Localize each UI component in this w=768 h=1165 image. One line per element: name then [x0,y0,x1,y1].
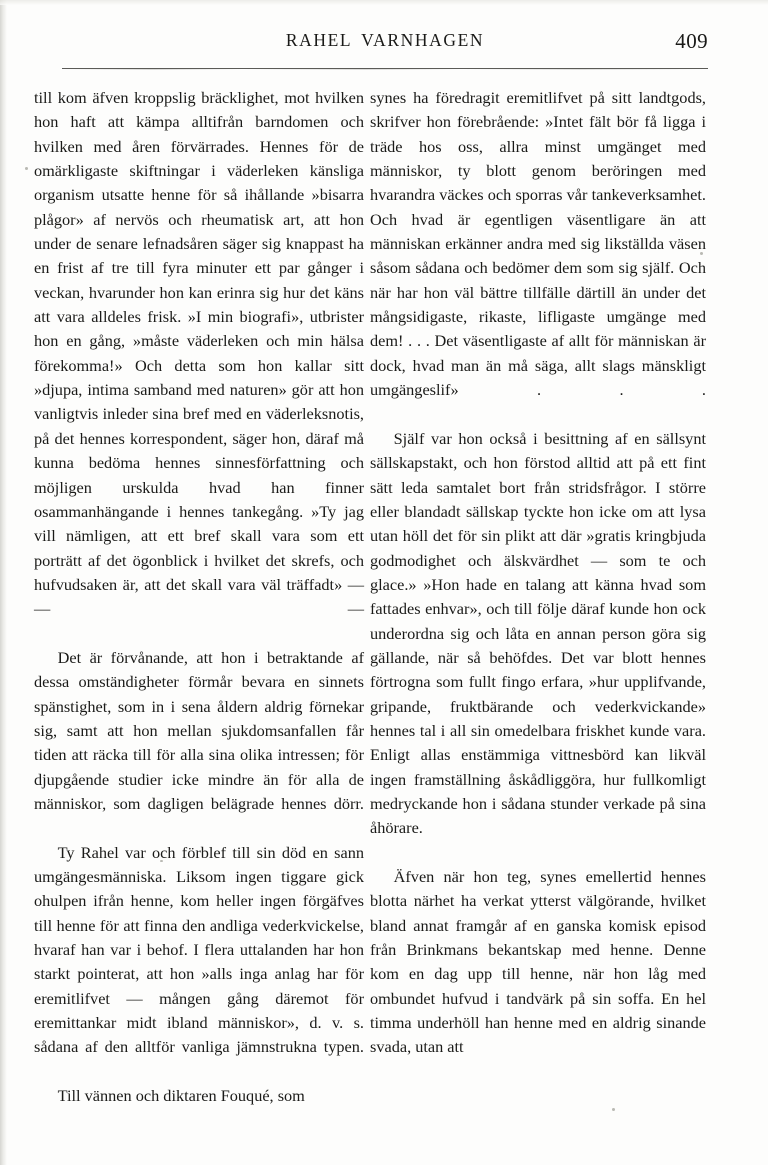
header-divider-rule [62,68,708,69]
paragraph: Det är förvånande, att hon i betraktande af dessa omständigheter förmår bevara en sinnets spänstighet, som in i sena åldern aldrig förnekar sig, samt att hon mellan sjukdomsanfallen får tiden att räcka till för alla sina olika intressen; för djupgående studier icke mindre än för alla de människor, som dagligen belägrade hennes dörr. [34,647,364,813]
paragraph: till kom äfven kroppslig bräcklighet, mot hvilken hon haft att kämpa alltifrån barndomen och hvilken med åren förvärrades. Hennes för de omärkligaste skiftningar i väderleken känsliga organism utsatte henne för så ihållande »bisarra plågor» af nervös och rheumatisk art, att hon under de senare lefnadsåren säger sig knappast ha en frist af tre till fyra minuter ett par gånger i veckan, hvarunder hon kan erinra sig hur det käns att vara alldeles frisk. »I min biografi», utbrister hon en gång, »måste väderleken och min hälsa förekomma!» Och detta som hon kallar sitt »djupa, intima samband med naturen» gör att hon vanligtvis inleder sina bref med en väderleksnotis, på det hennes korrespondent, säger hon, däraf må kunna bedöma hennes sinnesförfattning och möjligen urskulda hvad han finner osammanhängande i hennes tankegång. »Ty jag vill nämligen, att ett bref skall vara som ett porträtt af det ögonblick i hvilket det skrefs, och hufvudsaken är, att det skall vara väl träffadt» — — — [34,88,364,619]
running-head [62,30,708,64]
paragraph: Till vännen och diktaren Fouqué, som [57,1086,305,1106]
page-number: 409 [675,29,708,53]
page-title: RAHEL VARNHAGEN [285,30,485,50]
column-right [370,86,706,1060]
paragraph: Ty Rahel var och förblef till sin död en sann umgängesmänniska. Liksom ingen tiggare gick ohulpen ifrån henne, kom heller ingen förgäfves till henne för att finna den andliga vederkvickelse, hvaraf han var i behof. I flera uttalanden har hon starkt pointerat, att hon »alls inga anlag har för eremitlifvet — mången gång däremot för eremittankar midt ibland människor», d. v. s. sådana af den alltför vanliga jämnstrukna typen. [34,842,364,1057]
paragraph: synes ha föredragit eremitlifvet på sitt landtgods, skrifver hon förebrående: »Intet fält bör få ligga i träde hos oss, allra minst umgänget med människor, ty blott genom beröringen med hvarandra väckes och sporras vår tankeverksamhet. Och hvad är egentligen väsentligare än att människan erkänner andra med sig likställda väsen såsom sådana och bedömer dem som sig själf. Och när har hon väl bättre tillfälle därtill än under det mångsidigaste, rikaste, lifligaste umgänge med dem! . . . Det väsentligaste af allt för människan är dock, hvad man än må säga, allt slags mänskligt umgängeslif» . . . [370,88,706,400]
column-left [34,86,364,1108]
scan-edge-artifact-left [0,0,7,1165]
scan-speck [612,1108,615,1111]
scan-edge-artifact-top [0,0,768,5]
paragraph: Äfven när hon teg, synes emellertid hennes blotta närhet ha verkat ytterst välgörande, hvilket bland annat framgår af en ganska komisk episod från Brinkmans bekantskap med henne. Denne kom en dag upp till henne, när hon låg med ombundet hufvud i tandvärk på sin soffa. En hel timma underhöll han henne med en aldrig sinande svada, utan att [370,867,706,1057]
scan-speck [25,167,28,170]
paragraph: Själf var hon också i besittning af en sällsynt sällskapstakt, och hon förstod alltid att på ett fint sätt leda samtalet bort från stridsfrågor. I större eller blandadt sällskap tyckte hon icke om att lysa utan höll det för sin plikt att där »gratis kringbjuda godmodighet och älskvärdhet — som te och glace.» »Hon hade en talang att känna hvad som fattades enhvar», och till följe däraf kunde hon ock underordna sig och låta en annan person göra sig gällande, när så behöfdes. Det var blott hennes förtrogna som fullt fingo erfara, »hur upplifvande, gripande, fruktbärande och vederkvickande» hennes tal i all sin omedelbara friskhet kunde vara. Enligt allas enstämmiga vittnesbörd kan likväl ingen framställning åskådliggöra, hur fullkomligt medryckande hon i sådana stunder verkade på sina åhörare. [370,428,706,838]
